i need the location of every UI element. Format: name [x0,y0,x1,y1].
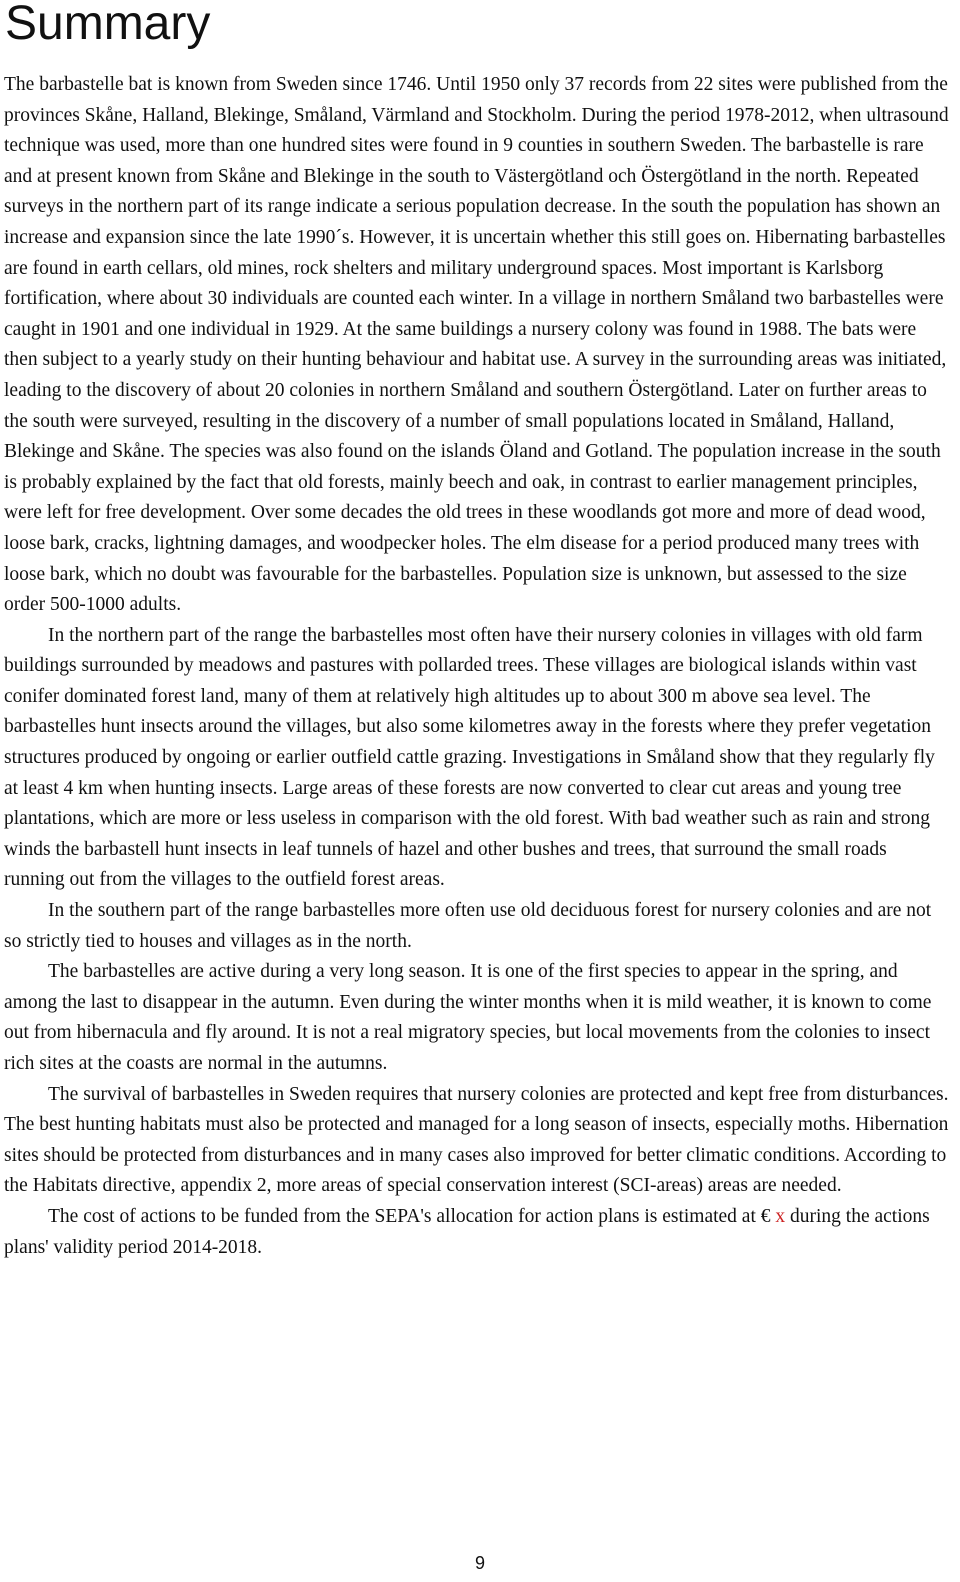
page-heading: Summary [5,0,211,50]
paragraph-intro: The barbastelle bat is known from Sweden since 1746. Until 1950 only 37 records from 22 sites were published from the provinces Skåne, Halland, Blekinge, Småland, Värmland and Stockholm. During the period 1978-2012, when ultrasound technique was used, more than one hundred sites were found in 9 counties in southern Sweden. The barbastelle is rare and at present known from Skåne and Blekinge in the south to Västergötland och Östergötland in the north. Repeated surveys in the northern part of its range indicate a serious population decrease. In the south the population has shown an increase and expansion since the late 1990´s. However, it is uncertain whether this still goes on. Hibernating barbastelles are found in earth cellars, old mines, rock shelters and military underground spaces. Most important is Karlsborg fortification, where about 30 individuals are counted each winter. In a village in northern Småland two barbastelles were caught in 1901 and one individual in 1929. At the same buildings a nursery colony was found in 1988. The bats were then subject to a yearly study on their hunting behaviour and habitat use. A survey in the surrounding areas was initiated, leading to the discovery of about 20 colonies in northern Småland and southern Östergötland. Later on further areas to the south were surveyed, resulting in the discovery of a number of small populations located in Småland, Halland, Blekinge and Skåne. The species was also found on the islands Öland and Gotland. The population increase in the south is probably explained by the fact that old forests, mainly beech and oak, in contrast to earlier management principles, were left for free development. Over some decades the old trees in these woodlands got more and more of dead wood, loose bark, cracks, lightning damages, and woodpecker holes. The elm disease for a period produced many trees with loose bark, which no doubt was favourable for the barbastelles. Population size is unknown, but assessed to the size order 500-1000 adults. [4,74,949,616]
cost-text-after: during the actions plans' validity period 2014-2018. [4,1205,930,1258]
cost-placeholder: x [775,1205,786,1227]
page-number: 9 [474,1553,485,1573]
cost-text-before: The cost of actions to be funded from the SEPA's allocation for action plans is estimated at € [48,1205,776,1227]
paragraph-survival-requirements: The survival of barbastelles in Sweden requires that nursery colonies are protected and kept free from disturbances. The best hunting habitats must also be protected and managed for a long season of insects, especially moths. Hibernation sites should be protected from disturbances and in many cases also improved for better climatic conditions. According to the Habitats directive, appendix 2, more areas of special conservation interest (SCI-areas) areas are needed. [4,1083,949,1197]
paragraph-northern-range: In the northern part of the range the barbastelles most often have their nursery colonies in villages with old farm buildings surrounded by meadows and pastures with pollarded trees. These villages are biological islands within vast conifer dominated forest land, many of them at relatively high altitudes up to about 300 m above sea level. The barbastelles hunt insects around the villages, but also some kilometres away in the forests where they prefer vegetation structures produced by ongoing or earlier outfield cattle grazing. Investigations in Småland show that they regularly fly at least 4 km when hunting insects. Large areas of these forests are now converted to clear cut areas and young tree plantations, which are more or less useless in comparison with the old forest. With bad weather such as rain and strong winds the barbastell hunt insects in leaf tunnels of hazel and other bushes and trees, that surround the small roads running out from the villages to the outfield forest areas. [4,624,935,891]
paragraph-activity-season: The barbastelles are active during a very long season. It is one of the first species to appear in the spring, and among the last to disappear in the autumn. Even during the winter months when it is mild weather, it is known to come out from hibernacula and fly around. It is not a real migratory species, but local movements from the colonies to insect rich sites at the coasts are normal in the autumns. [4,961,932,1074]
paragraph-southern-range: In the southern part of the range barbastelles more often use old deciduous forest for nursery colonies and are not so strictly tied to houses and villages as in the north. [4,900,932,952]
summary-body [4,70,952,1263]
paragraph-cost [4,1202,952,1263]
